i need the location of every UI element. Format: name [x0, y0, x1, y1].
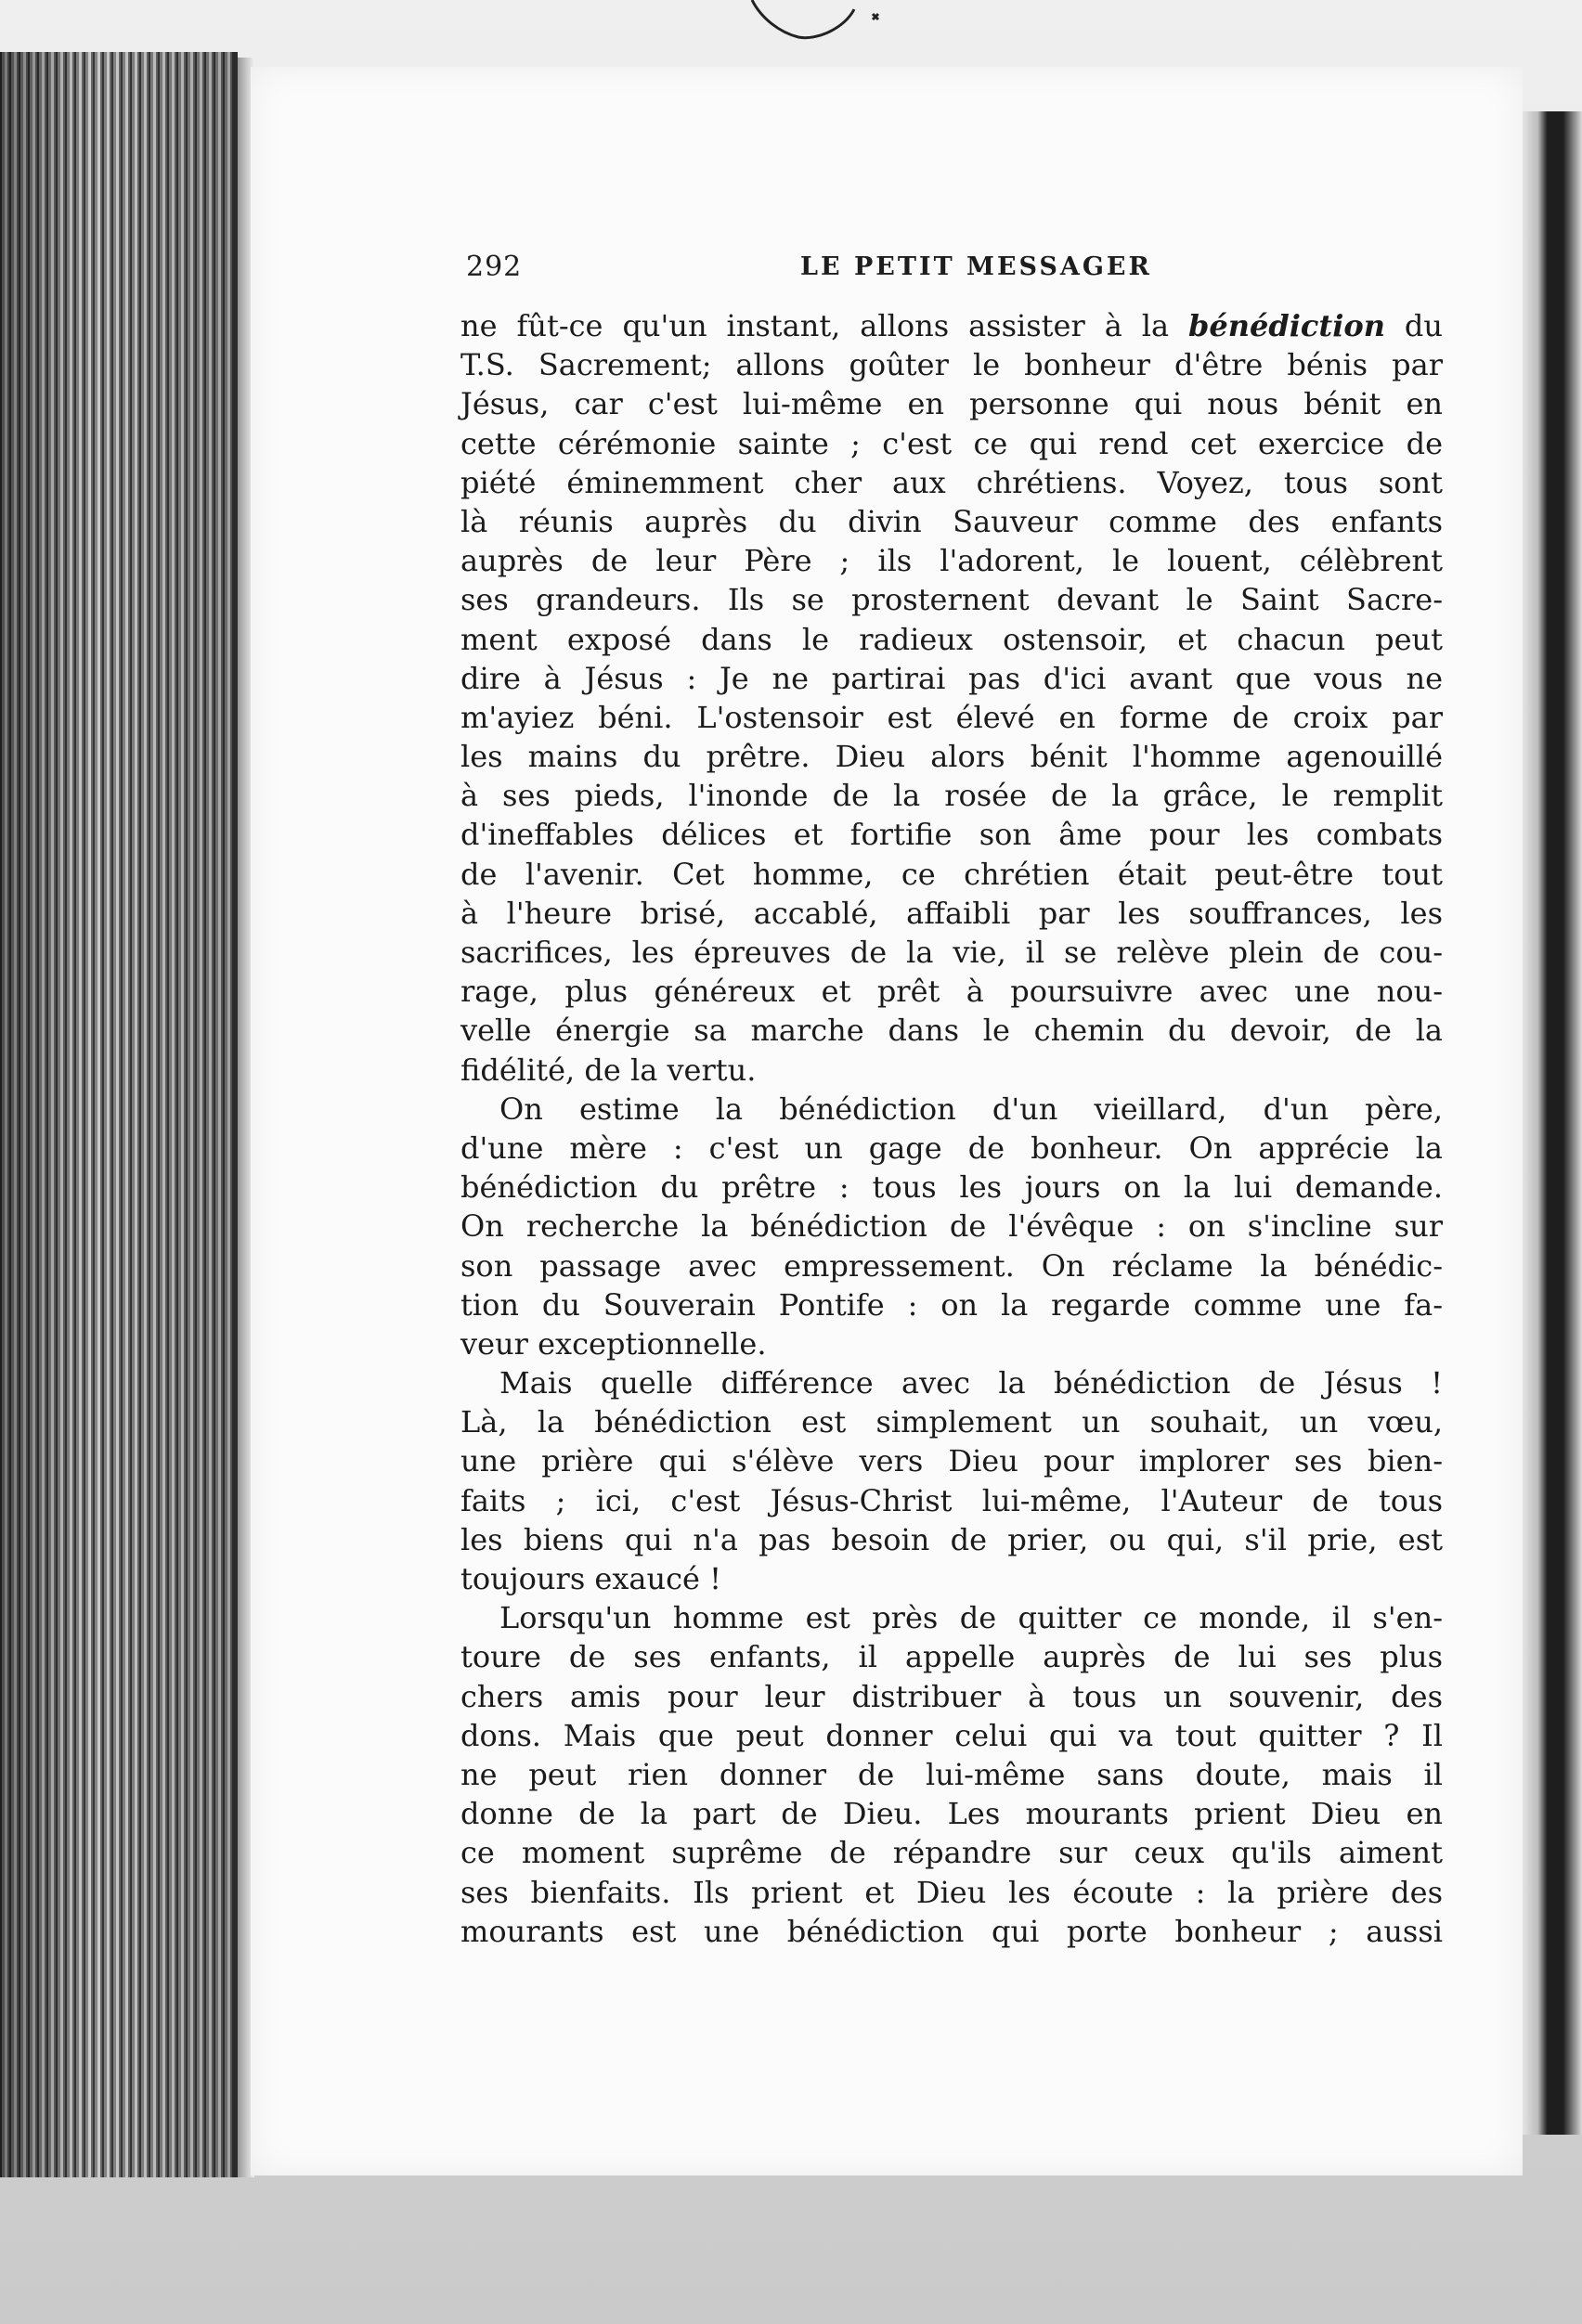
text-line: toure de ses enfants, il appelle auprès de lui ses plus: [460, 1639, 1443, 1675]
text-line: Jésus, car c'est lui-même en personne qui nous bénit en: [460, 386, 1443, 422]
text-line: à ses pieds, l'inonde de la rosée de la grâce, le remplit: [460, 778, 1443, 814]
text-line: ne fût-ce qu'un instant, allons assister à la bénédiction du: [460, 308, 1444, 343]
running-title: LE PETIT MESSAGER: [800, 252, 1152, 281]
body-text: [460, 306, 1443, 1951]
text-line: faits ; ici, c'est Jésus-Christ lui-même, l'Auteur de tous: [460, 1482, 1443, 1518]
italic-emphasis: bénédiction: [1188, 308, 1385, 343]
text-line: les biens qui n'a pas besoin de prier, ou qui, s'il prie, est: [460, 1521, 1443, 1557]
text-line: Mais quelle différence avec la bénédiction de Jésus !: [499, 1365, 1443, 1401]
text-line: ne peut rien donner de lui-même sans doute, mais il: [460, 1756, 1443, 1792]
text-line: toujours exaucé !: [460, 1561, 721, 1596]
text-line: bénédiction du prêtre : tous les jours on la lui demande.: [460, 1169, 1443, 1206]
text-line: de l'avenir. Cet homme, ce chrétien était peut-être tout: [460, 856, 1443, 892]
text-line: Là, la bénédiction est simplement un souhait, un vœu,: [460, 1404, 1443, 1440]
text-line: sacrifices, les épreuves de la vie, il se relève plein de cou-: [460, 935, 1443, 970]
text-line: dons. Mais que peut donner celui qui va tout quitter ? Il: [460, 1717, 1443, 1753]
text-line: T.S. Sacrement; allons goûter le bonheur d'être bénis par: [460, 347, 1443, 383]
text-line: velle énergie sa marche dans le chemin du devoir, de la: [460, 1013, 1443, 1049]
book-page-edges: [0, 52, 238, 2177]
text-line: rage, plus généreux et prêt à poursuivre avec une nou-: [460, 974, 1443, 1010]
running-header: [466, 251, 1441, 293]
text-line: là réunis auprès du divin Sauveur comme des enfants: [460, 503, 1443, 539]
text-line: auprès de leur Père ; ils l'adorent, le louent, célèbrent: [460, 543, 1443, 579]
text-line: à l'heure brisé, accablé, affaibli par les souffrances, les: [460, 895, 1443, 931]
page-number: 292: [466, 251, 523, 283]
text-line: On estime la bénédiction d'un vieillard, d'un père,: [499, 1091, 1443, 1127]
text-line: ce moment suprême de répandre sur ceux qu'ils aiment: [460, 1835, 1443, 1871]
text-line: piété éminemment cher aux chrétiens. Voyez, tous sont: [460, 464, 1443, 500]
text-line: d'une mère : c'est un gage de bonheur. On apprécie la: [460, 1130, 1443, 1166]
text-line: dire à Jésus : Je ne partirai pas d'ici avant que vous ne: [460, 660, 1443, 696]
text-line: ment exposé dans le radieux ostensoir, et chacun peut: [460, 621, 1443, 657]
text-line: On recherche la bénédiction de l'évêque : on s'incline sur: [460, 1208, 1443, 1245]
text-line: tion du Souverain Pontife : on la regarde comme une fa-: [460, 1286, 1443, 1323]
text-line: ses bienfaits. Ils prient et Dieu les écoute : la prière des: [460, 1874, 1443, 1910]
text-line: m'ayiez béni. L'ostensoir est élevé en forme de croix par: [460, 699, 1443, 735]
text-line: chers amis pour leur distribuer à tous un souvenir, des: [460, 1678, 1443, 1714]
text-line: donne de la part de Dieu. Les mourants prient Dieu en: [460, 1796, 1443, 1832]
margin-scribble: [733, 0, 993, 56]
text-line: fidélité, de la vertu.: [460, 1052, 757, 1088]
text-line: Lorsqu'un homme est près de quitter ce monde, il s'en-: [499, 1600, 1443, 1636]
text-line: mourants est une bénédiction qui porte bonheur ; aussi: [460, 1913, 1443, 1949]
text-line: les mains du prêtre. Dieu alors bénit l'homme agenouillé: [460, 739, 1443, 775]
text-line: cette cérémonie sainte ; c'est ce qui rend cet exercice de: [460, 425, 1443, 461]
book-right-edge: [1519, 111, 1582, 2135]
text-line: ses grandeurs. Ils se prosternent devant le Saint Sacre-: [460, 582, 1443, 618]
text-line: son passage avec empressement. On réclame la bénédic-: [460, 1247, 1443, 1284]
text-line: d'ineffables délices et fortifie son âme pour les combats: [460, 817, 1443, 853]
text-line: veur exceptionnelle.: [460, 1325, 767, 1362]
text-line: une prière qui s'élève vers Dieu pour implorer ses bien-: [460, 1443, 1443, 1479]
